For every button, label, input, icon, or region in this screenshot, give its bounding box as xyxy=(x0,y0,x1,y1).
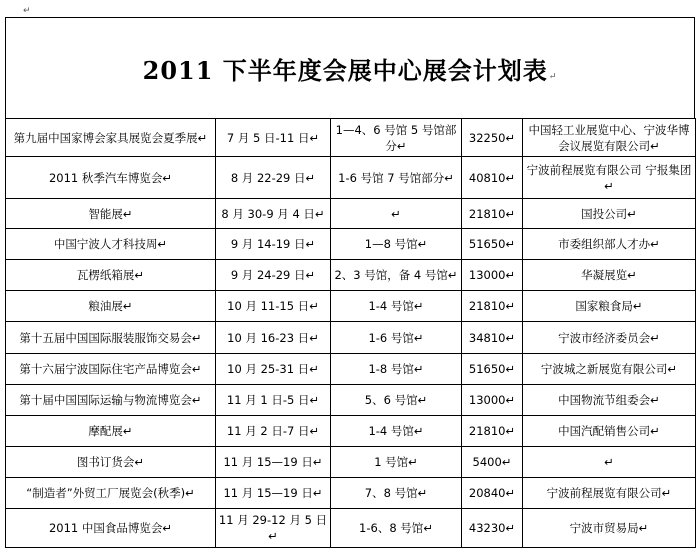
exhibition-name-text: 第十六届宁波国际住宅产品博览会 xyxy=(19,362,192,376)
date-text: 10 月 25-31 日 xyxy=(227,362,310,376)
paragraph-mark: ↵ xyxy=(423,521,433,535)
organizer-cell xyxy=(523,229,696,260)
area-cell xyxy=(462,157,523,199)
paragraph-mark: ↵ xyxy=(305,237,316,251)
organizer-text: 中国轻工业展览中心、宁波华博会议展览有限公司 xyxy=(528,122,690,153)
hall-cell xyxy=(331,447,462,478)
date-cell xyxy=(216,260,331,291)
paragraph-mark: ↵ xyxy=(650,424,660,438)
organizer-cell xyxy=(523,199,696,229)
organizer-cell xyxy=(523,509,696,548)
area-cell xyxy=(462,322,523,354)
paragraph-mark: ↵ xyxy=(505,486,516,500)
exhibition-name-text: 粮油展 xyxy=(88,299,123,313)
area-text: 40810 xyxy=(468,170,506,185)
paragraph-mark: ↵ xyxy=(314,206,325,221)
table-row xyxy=(6,354,696,385)
table-row xyxy=(6,509,696,548)
area-text: 21810 xyxy=(468,206,506,221)
paragraph-mark: ↵ xyxy=(134,268,145,282)
area-text: 21810 xyxy=(468,424,506,438)
date-cell xyxy=(216,229,331,260)
organizer-cell xyxy=(523,291,696,322)
area-text: 21810 xyxy=(468,299,506,313)
area-text: 13000 xyxy=(468,393,506,407)
paragraph-mark: ↵ xyxy=(408,455,418,469)
paragraph-mark: ↵ xyxy=(309,330,319,345)
paragraph-mark: ↵ xyxy=(197,130,208,145)
table-row xyxy=(6,447,696,478)
exhibition-name-cell xyxy=(6,322,216,354)
paragraph-mark: ↵ xyxy=(185,486,195,500)
exhibition-name-cell xyxy=(6,478,216,509)
table-row xyxy=(6,229,696,260)
paragraph-mark: ↵ xyxy=(505,362,516,376)
organizer-cell xyxy=(523,447,696,478)
paragraph-mark: ↵ xyxy=(122,206,133,221)
area-cell xyxy=(462,447,523,478)
organizer-cell xyxy=(523,157,696,199)
area-cell xyxy=(462,416,523,447)
title-text: 2011 下半年度会展中心展会计划表 xyxy=(142,55,548,85)
paragraph-mark: ↵ xyxy=(305,170,316,185)
paragraph-mark: ↵ xyxy=(309,393,320,407)
exhibition-name-cell xyxy=(6,199,216,229)
table-row xyxy=(6,119,696,157)
table-row xyxy=(6,291,696,322)
exhibition-name-text: 中国宁波人才科技周 xyxy=(53,237,158,251)
exhibition-name-cell xyxy=(6,260,216,291)
paragraph-mark: ↵ xyxy=(312,455,323,469)
hall-text: 1-6 号馆 7 号馆部分 xyxy=(338,170,445,185)
paragraph-mark: ↵ xyxy=(413,299,424,313)
area-cell xyxy=(462,229,523,260)
hall-cell xyxy=(331,385,462,416)
paragraph-mark: ↵ xyxy=(638,521,649,535)
exhibition-name-text: 2011 秋季汽车博览会 xyxy=(48,170,163,185)
exhibition-schedule-table xyxy=(5,118,696,548)
organizer-cell xyxy=(523,416,696,447)
exhibition-name-cell xyxy=(6,291,216,322)
paragraph-mark: ↵ xyxy=(505,424,516,438)
paragraph-mark: ↵ xyxy=(413,362,424,376)
organizer-text: 宁波城之新展览有限公司 xyxy=(540,362,668,376)
hall-text: 1—4、6 号馆 5 号馆部分 xyxy=(335,122,457,153)
paragraph-mark: ↵ xyxy=(604,178,614,193)
organizer-cell xyxy=(523,385,696,416)
paragraph-mark: ↵ xyxy=(417,486,428,500)
hall-cell xyxy=(331,291,462,322)
hall-text: 1-6 号馆 xyxy=(368,330,414,345)
area-text: 32250 xyxy=(468,130,506,145)
date-cell xyxy=(216,447,331,478)
paragraph-mark: ↵ xyxy=(627,268,637,282)
paragraph-mark: ↵ xyxy=(396,138,407,153)
hall-text: 1-4 号馆 xyxy=(368,424,414,438)
organizer-cell xyxy=(523,354,696,385)
table-row xyxy=(6,157,696,199)
exhibition-name-text: 第九届中国家博会家具展览会夏季展 xyxy=(13,130,198,145)
paragraph-mark: ↵ xyxy=(505,521,516,535)
table-row xyxy=(6,416,696,447)
paragraph-mark: ↵ xyxy=(447,268,458,282)
organizer-cell xyxy=(523,119,696,157)
table-row xyxy=(6,385,696,416)
paragraph-mark: ↵ xyxy=(505,237,516,251)
hall-cell xyxy=(331,416,462,447)
area-cell xyxy=(462,478,523,509)
organizer-text: 国家粮食局 xyxy=(575,299,633,313)
exhibition-name-text: 2011 中国食品博览会 xyxy=(48,521,163,535)
exhibition-name-cell xyxy=(6,354,216,385)
area-cell xyxy=(462,385,523,416)
date-text: 9 月 14-19 日 xyxy=(230,237,306,251)
paragraph-mark: ↵ xyxy=(604,455,614,469)
exhibition-name-text: 摩配展 xyxy=(88,424,123,438)
paragraph-mark: ↵ xyxy=(505,130,516,145)
exhibition-name-text: 第十届中国国际运输与物流博览会 xyxy=(19,393,192,407)
date-text: 8 月 30-9 月 4 日 xyxy=(221,206,315,221)
date-cell xyxy=(216,119,331,157)
paragraph-mark: ↵ xyxy=(162,521,173,535)
hall-text: 1-4 号馆 xyxy=(368,299,414,313)
organizer-cell xyxy=(523,260,696,291)
table-row xyxy=(6,322,696,354)
paragraph-mark: ↵ xyxy=(667,362,678,376)
paragraph-mark: ↵ xyxy=(632,299,643,313)
hall-cell xyxy=(331,478,462,509)
organizer-text: 市委组织部人才办 xyxy=(558,237,651,251)
area-text: 51650 xyxy=(468,362,506,376)
paragraph-mark: ↵ xyxy=(505,393,516,407)
hall-cell xyxy=(331,229,462,260)
date-cell xyxy=(216,416,331,447)
organizer-text: 中国物流节组委会 xyxy=(558,393,651,407)
paragraph-mark: ↵ xyxy=(505,268,516,282)
hall-cell xyxy=(331,260,462,291)
paragraph-mark: ↵ xyxy=(650,138,660,153)
table-row xyxy=(6,478,696,509)
paragraph-mark: ↵ xyxy=(122,299,133,313)
area-cell xyxy=(462,119,523,157)
hall-cell xyxy=(331,509,462,548)
paragraph-mark: ↵ xyxy=(505,170,516,185)
date-cell xyxy=(216,322,331,354)
exhibition-name-cell xyxy=(6,157,216,199)
date-cell xyxy=(216,157,331,199)
exhibition-name-cell xyxy=(6,416,216,447)
exhibition-name-cell xyxy=(6,447,216,478)
area-text: 34810 xyxy=(468,330,506,345)
area-text: 5400 xyxy=(472,455,502,469)
hall-text: 1-8 号馆 xyxy=(368,362,414,376)
title-cell xyxy=(5,17,695,118)
paragraph-mark: ↵ xyxy=(413,424,424,438)
date-cell xyxy=(216,199,331,229)
paragraph-mark: ↵ xyxy=(309,424,320,438)
hall-text: 1—8 号馆 xyxy=(364,237,418,251)
organizer-text: 宁波前程展览有限公司 宁报集团 xyxy=(526,162,692,177)
paragraph-mark: ↵ xyxy=(505,330,516,345)
organizer-text: 宁波市贸易局 xyxy=(569,521,639,535)
paragraph-mark: ↵ xyxy=(122,424,133,438)
area-cell xyxy=(462,509,523,548)
paragraph-mark: ↵ xyxy=(548,71,558,82)
date-text: 11 月 1 日-5 日 xyxy=(226,393,310,407)
organizer-text: 宁波前程展览有限公司 xyxy=(546,486,662,500)
date-text: 11 月 29-12 月 5 日 xyxy=(218,513,328,527)
organizer-text: 中国汽配销售公司 xyxy=(558,424,651,438)
organizer-text: 华凝展览 xyxy=(581,268,628,282)
paragraph-mark: ↵ xyxy=(505,299,516,313)
area-cell xyxy=(462,291,523,322)
hall-cell xyxy=(331,157,462,199)
paragraph-mark: ↵ xyxy=(444,170,454,185)
paragraph-mark: ↵ xyxy=(417,237,428,251)
organizer-cell xyxy=(523,478,696,509)
hall-cell xyxy=(331,354,462,385)
exhibition-name-cell xyxy=(6,385,216,416)
date-text: 7 月 5 日-11 日 xyxy=(226,130,310,145)
hall-text: 5、6 号馆 xyxy=(364,393,418,407)
area-text: 13000 xyxy=(468,268,506,282)
paragraph-mark: ↵ xyxy=(134,455,145,469)
exhibition-name-cell xyxy=(6,509,216,548)
date-cell xyxy=(216,478,331,509)
area-text: 51650 xyxy=(468,237,506,251)
date-cell xyxy=(216,385,331,416)
hall-text: 1 号馆 xyxy=(374,455,409,469)
exhibition-name-text: 瓦楞纸箱展 xyxy=(76,268,135,282)
area-cell xyxy=(462,260,523,291)
exhibition-name-text: 第十五届中国国际服装服饰交易会 xyxy=(19,330,192,345)
paragraph-mark: ↵ xyxy=(191,362,202,376)
paragraph-mark: ↵ xyxy=(650,330,660,345)
paragraph-mark: ↵ xyxy=(417,393,428,407)
date-cell xyxy=(216,291,331,322)
area-cell xyxy=(462,199,523,229)
hall-cell xyxy=(331,199,462,229)
paragraph-mark: ↵ xyxy=(650,393,660,407)
organizer-text: 宁波市经济委员会 xyxy=(558,330,651,345)
paragraph-mark: ↵ xyxy=(661,486,672,500)
hall-cell xyxy=(331,322,462,354)
exhibition-name-text: 图书订货会 xyxy=(76,455,135,469)
paragraph-mark: ↵ xyxy=(305,268,316,282)
paragraph-mark: ↵ xyxy=(268,529,278,543)
area-text: 43230 xyxy=(468,521,506,535)
exhibition-name-cell xyxy=(6,119,216,157)
paragraph-mark: ↵ xyxy=(391,206,401,221)
page-title xyxy=(143,51,558,86)
date-text: 11 月 2 日-7 日 xyxy=(226,424,310,438)
organizer-cell xyxy=(523,322,696,354)
paragraph-mark: ↵ xyxy=(309,299,319,313)
paragraph-mark: ↵ xyxy=(191,330,202,345)
paragraph-mark: ↵ xyxy=(309,130,320,145)
hall-text: 1-6、8 号馆 xyxy=(359,521,424,535)
paragraph-mark: ↵ xyxy=(505,206,516,221)
table-row xyxy=(6,199,696,229)
paragraph-mark: ↵ xyxy=(413,330,424,345)
date-text: 10 月 16-23 日 xyxy=(227,330,310,345)
paragraph-mark: ↵ xyxy=(627,206,637,221)
paragraph-mark: ↵ xyxy=(309,362,319,376)
area-cell xyxy=(462,354,523,385)
date-cell xyxy=(216,354,331,385)
date-text: 11 月 15—19 日 xyxy=(223,486,313,500)
date-text: 10 月 11-15 日 xyxy=(227,299,310,313)
hall-text: 2、3 号馆，备 4 号馆 xyxy=(334,268,448,282)
paragraph-mark: ↵ xyxy=(162,170,173,185)
hall-text: 7、8 号馆 xyxy=(364,486,418,500)
exhibition-name-text: 智能展 xyxy=(88,206,123,221)
paragraph-mark: ↵ xyxy=(650,237,660,251)
date-cell xyxy=(216,509,331,548)
paragraph-mark: ↵ xyxy=(501,455,512,469)
date-text: 9 月 24-29 日 xyxy=(230,268,306,282)
table-row xyxy=(6,260,696,291)
paragraph-mark: ↵ xyxy=(157,237,168,251)
exhibition-name-cell xyxy=(6,229,216,260)
date-text: 8 月 22-29 日 xyxy=(230,170,306,185)
date-text: 11 月 15—19 日 xyxy=(223,455,313,469)
paragraph-mark: ↵ xyxy=(23,6,31,16)
paragraph-mark: ↵ xyxy=(191,393,202,407)
hall-cell xyxy=(331,119,462,157)
exhibition-name-text: “制造者”外贸工厂展览会(秋季) xyxy=(26,486,186,500)
paragraph-mark: ↵ xyxy=(312,486,323,500)
area-text: 20840 xyxy=(468,486,506,500)
organizer-text: 国投公司 xyxy=(581,206,628,221)
